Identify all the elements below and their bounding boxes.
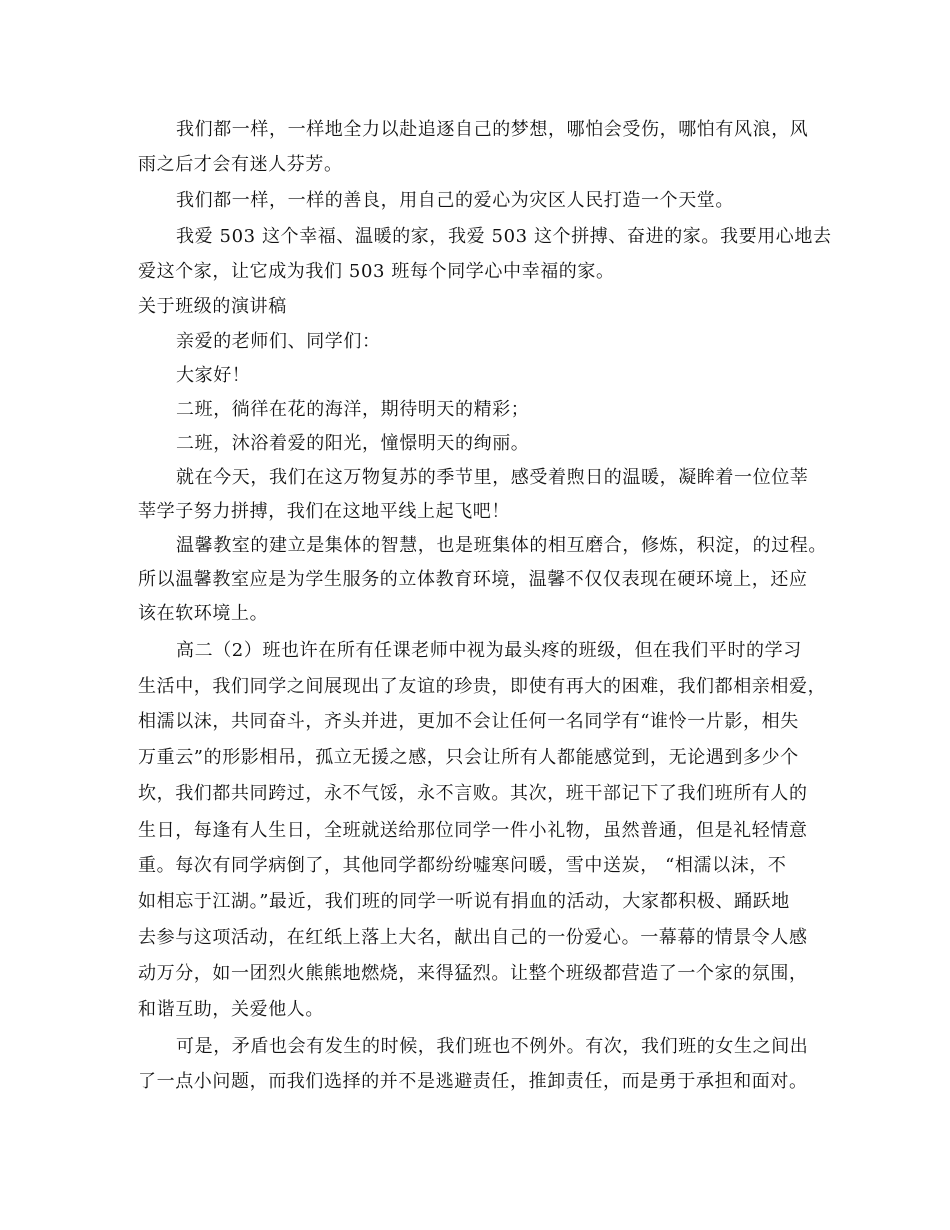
paragraph-line: 坎，我们都共同跨过，永不气馁，永不言败。其次，班干部记下了我们班所有人的: [138, 783, 808, 804]
paragraph-line: 就在今天，我们在这万物复苏的季节里，感受着煦日的温暖，凝眸着一位位莘: [176, 467, 809, 488]
paragraph-line: 相濡以沫，共同奋斗，齐头并进，更加不会让任何一名同学有“谁怜一片影，相失: [138, 711, 799, 732]
paragraph-line: 我们都一样，一样地全力以赴追逐自己的梦想，哪怕会受伤，哪怕有风浪，风: [176, 119, 809, 140]
paragraph-line: 了一点小问题，而我们选择的并不是逃避责任，推卸责任，而是勇于承担和面对。: [138, 1071, 808, 1092]
verse-line: 二班，沐浴着爱的阳光，憧憬明天的绚丽。: [176, 433, 530, 454]
paragraph-line: 所以温馨教室应是为学生服务的立体教育环境，温馨不仅仅表现在硬环境上，还应: [138, 569, 808, 590]
paragraph-line: 如相忘于江湖。”最近，我们班的同学一听说有捐血的活动，大家都积极、踊跃地: [138, 891, 790, 912]
paragraph-line: 雨之后才会有迷人芬芳。: [138, 154, 343, 175]
paragraph-line: 温馨教室的建立是集体的智慧，也是班集体的相互磨合，修炼，积淀，的过程。: [176, 535, 827, 556]
section-title: 关于班级的演讲稿: [138, 296, 287, 317]
paragraph-line: 和谐互助，关爱他人。: [138, 999, 324, 1020]
paragraph-line: 莘学子努力拼搏，我们在这地平线上起飞吧！: [138, 501, 510, 522]
greeting: 亲爱的老师们、同学们：: [176, 331, 381, 352]
paragraph-line: 高二（2）班也许在所有任课老师中视为最头疼的班级，但在我们平时的学习: [176, 640, 802, 661]
paragraph-line: 万重云”的形影相吊，孤立无援之感，只会让所有人都能感觉到，无论遇到多少个: [138, 747, 799, 768]
paragraph-line: 去参与这项活动，在红纸上落上大名，献出自己的一份爱心。一幕幕的情景令人感: [138, 927, 808, 948]
paragraph-line: 我爱 503 这个幸福、温暖的家，我爱 503 这个拼搏、奋进的家。我要用心地去: [176, 226, 832, 247]
paragraph-line: 爱这个家，让它成为我们 503 班每个同学心中幸福的家。: [138, 261, 615, 282]
hello-line: 大家好！: [176, 365, 251, 386]
verse-line: 二班，徜徉在花的海洋，期待明天的精彩；: [176, 399, 530, 420]
paragraph-line: 动万分，如一团烈火熊熊地燃烧，来得猛烈。让整个班级都营造了一个家的氛围，: [138, 963, 808, 984]
paragraph-line: 重。每次有同学病倒了，其他同学都纷纷嘘寒问暖，雪中送炭， “相濡以沫，不: [138, 855, 787, 876]
paragraph-line: 我们都一样，一样的善良，用自己的爱心为灾区人民打造一个天堂。: [176, 190, 734, 211]
paragraph-line: 该在软环境上。: [138, 603, 269, 624]
paragraph-line: 生日，每逢有人生日，全班就送给那位同学一件小礼物，虽然普通，但是礼轻情意: [138, 820, 808, 841]
paragraph-line: 可是，矛盾也会有发生的时候，我们班也不例外。有次，我们班的女生之间出: [176, 1036, 809, 1057]
paragraph-line: 生活中，我们同学之间展现出了友谊的珍贵，即使有再大的困难，我们都相亲相爱，: [138, 676, 827, 697]
